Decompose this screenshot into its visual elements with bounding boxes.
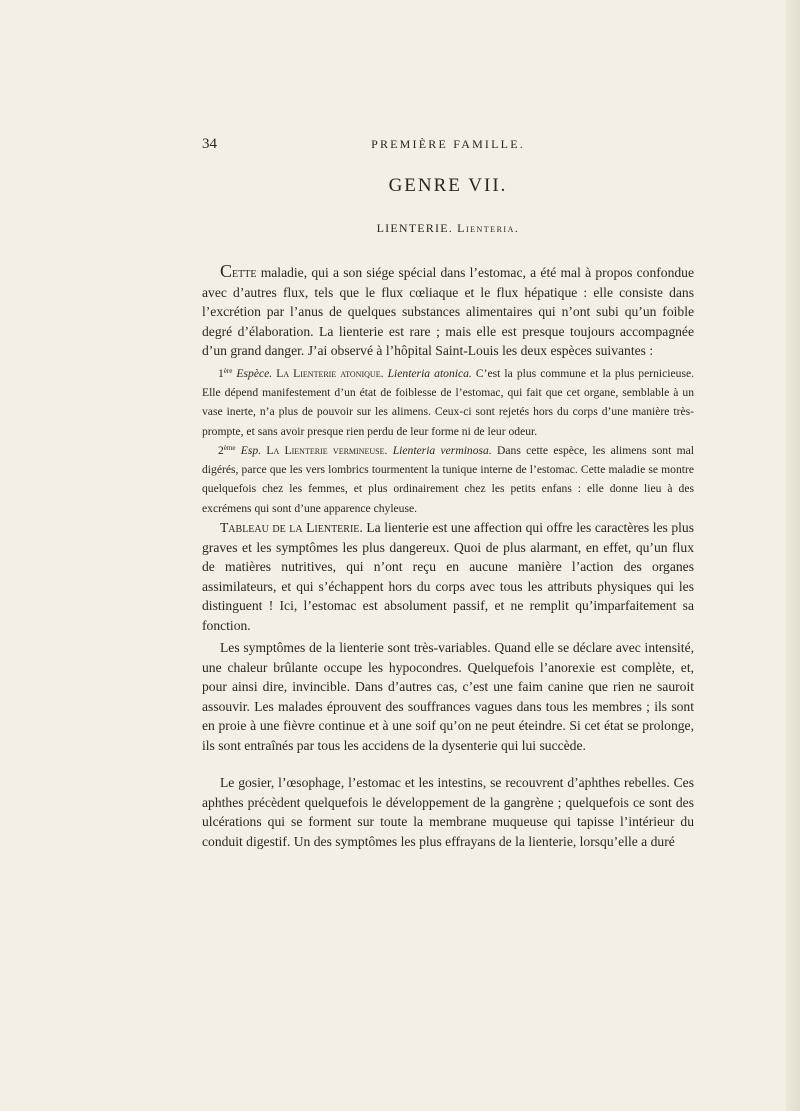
species-2-paragraph	[202, 441, 694, 518]
species-2-latin: Lienteria verminosa.	[392, 444, 492, 457]
symptoms-paragraph: Les symptômes de la lienterie sont très-variables. Quand elle se déclare avec intensité, une chaleur brûlante occupe les hypocondres. Quelquefois l’anorexie est complète, et, pour ainsi dire, invincible. Dans d’autres cas, c’est une faim canine que rien ne sauroit assouvir. Les malades éprouvent des souffrances vagues dans tous les membres ; ils sont en proie à une fièvre continue et à une soif qu’on ne peut éteindre. Si cet état se prolonge, ils sont entraînés par tous les accidens de la dysenterie qui lui succède.	[202, 640, 694, 753]
intro-first-word: ette	[232, 265, 257, 280]
species-1-label: Espèce.	[236, 367, 273, 380]
species-1-latin: Lienteria atonica.	[387, 367, 472, 380]
species-2-label: Esp.	[240, 444, 262, 457]
page-number: 34	[202, 136, 217, 152]
page-header	[202, 136, 694, 156]
species-2-text: Dans cette espèce, les alimens sont mal digérés, parce que les vers lombrics tourmentent la tunique interne de l’estomac. Cette maladie se montre quelquefois chez les femmes, et plus ordinairement chez les petits enfans : elle donne lieu à des excrémens qui sont d’une apparence chyleuse.	[202, 444, 694, 515]
species-1-paragraph	[202, 364, 694, 441]
genre-title: GENRE VII.	[388, 175, 508, 196]
genre-latin-name: Lienteria.	[457, 221, 520, 235]
genre-name: LIENTERIE.	[376, 221, 453, 235]
tableau-text: La lienterie est une affection qui offre les caractères les plus graves et les symptômes les plus dangereux. Quoi de plus alarmant, en effet, qu’un flux de matières nutritives, qui n’ont reçu en aucune manière l’action des organes assimilateurs, et qui s’échappent hors du corps avec tous les attributs physiques qui les distinguent ! Ici, l’estomac est absolument passif, et ne remplit qu’imparfaitement sa fonction.	[202, 520, 694, 633]
aphthes-paragraph: Le gosier, l’œsophage, l’estomac et les intestins, se recouvrent d’aphthes rebelles. Ces aphthes précèdent quelquefois le développement de la gangrène ; quelquefois ce sont des ulcérations qui se forment sur toute la membrane muqueuse qui tapisse l’intérieur du conduit digestif. Un des symptômes les plus effrayans de la lienterie, lorsqu’elle a duré	[202, 775, 694, 849]
species-1-text: C’est la plus commune et la plus pernicieuse. Elle dépend manifestement d’un état de foiblesse de l’estomac, qui fait que cet organe, semblable à un vase inerte, n’a plus de pouvoir sur les alimens. Ceux-ci sont rejetés hors du corps d’une manière très-prompte, et sans avoir presque rien perdu de leur forme ni de leur odeur.	[202, 367, 694, 438]
species-1-number: 1	[218, 367, 224, 380]
species-2-number: 2	[218, 444, 224, 457]
species-2-ordinal: ème	[223, 444, 236, 452]
intro-paragraph	[202, 262, 694, 361]
genre-subtitle	[202, 221, 694, 236]
drop-initial: C	[220, 261, 233, 281]
running-head: PREMIÈRE FAMILLE.	[371, 137, 525, 151]
species-1-name: La Lienterie atonique.	[276, 367, 384, 380]
species-2-name: La Lienterie vermineuse.	[266, 444, 388, 457]
species-1-ordinal: ère	[223, 367, 233, 375]
tableau-heading: Tableau de la Lienterie.	[220, 520, 363, 535]
intro-text: maladie, qui a son siége spécial dans l’estomac, a été mal à propos confondue avec d’autres flux, tels que le flux cœliaque et le flux hépatique : elle consiste dans l’excrétion par l’anus de quelques substances alimentaires qui n’ont subi qu’un foible degré d’élaboration. La lienterie est rare ; mais elle est presque toujours accompagnée d’un grand danger. J’ai observé à l’hôpital Saint-Louis les deux espèces suivantes :	[202, 265, 694, 359]
tableau-paragraph	[202, 518, 694, 636]
page-edge	[786, 0, 800, 1111]
